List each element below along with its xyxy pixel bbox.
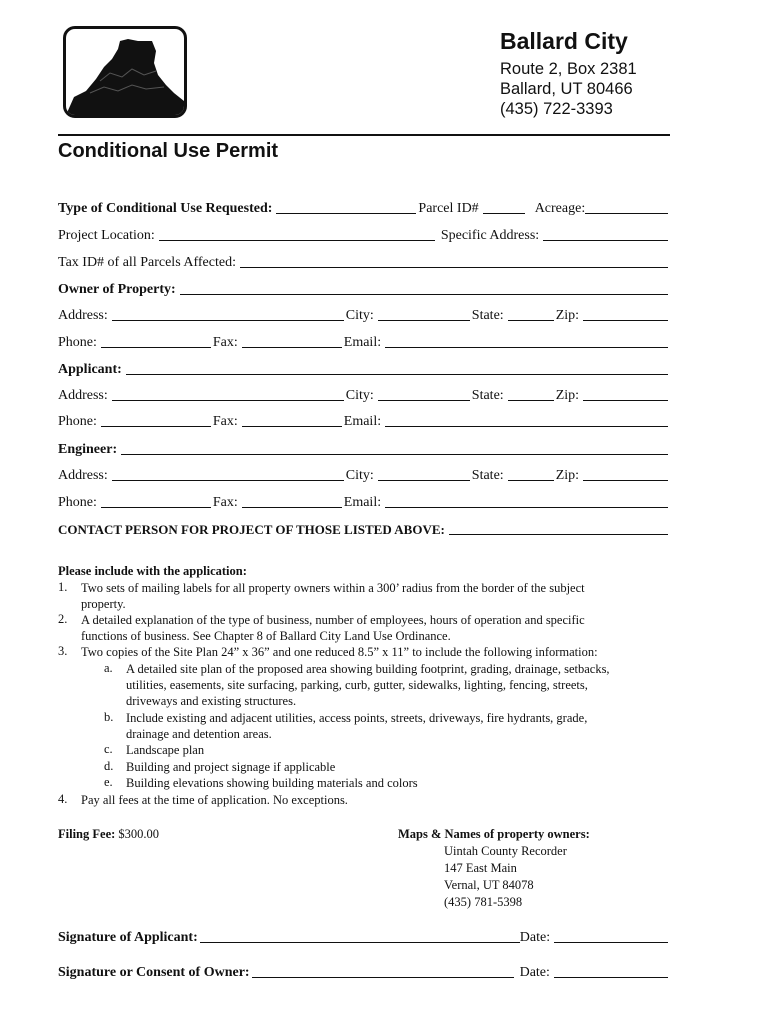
item-number: 3. [58,644,68,658]
acreage-field[interactable] [585,199,668,214]
acreage-label: Acreage: [534,201,586,216]
email-label: Email: [343,335,382,350]
address-label: Address: [58,468,108,483]
item-number: 2. [58,612,68,626]
fax-label: Fax: [212,495,238,510]
engineer-city-field[interactable] [378,466,470,481]
state-label: State: [471,388,504,403]
date-label: Date: [519,930,551,945]
owner-email-field[interactable] [385,333,668,348]
applicant-fax-field[interactable] [242,412,342,427]
engineer-address-field[interactable] [112,466,344,481]
city-name: Ballard City [500,28,628,54]
applicant-field[interactable] [126,360,668,375]
state-label: State: [471,308,504,323]
zip-label: Zip: [555,308,580,323]
owner-fax-field[interactable] [242,333,342,348]
row-applicant [58,360,670,378]
row-type-parcel [58,199,670,217]
contact-label: CONTACT PERSON FOR PROJECT OF THOSE LISTED ABOVE: [58,522,445,537]
owner-signature-label: Signature or Consent of Owner: [58,965,250,980]
applicant-city-field[interactable] [378,386,470,401]
applicant-label: Applicant: [58,362,122,377]
date-label: Date: [519,965,550,980]
subitem-letter: b. [104,710,114,724]
item-number: 4. [58,792,68,806]
location-field[interactable] [159,226,435,241]
subitem-d: Building and project signage if applicable [126,760,336,774]
filing-fee-label: Filing Fee: [58,827,116,841]
owner-state-field[interactable] [508,306,554,321]
row-applicant-address [58,386,670,404]
owner-address-field[interactable] [112,306,344,321]
row-applicant-signature [58,928,670,946]
engineer-phone-field[interactable] [101,493,211,508]
fax-label: Fax: [212,414,238,429]
parcel-field[interactable] [483,199,525,214]
engineer-field[interactable] [121,440,668,455]
subitem-letter: e. [104,775,113,789]
taxid-field[interactable] [240,253,668,268]
contact-field[interactable] [449,520,668,535]
row-owner [58,280,670,298]
row-contact [58,520,670,538]
instruction-item-3: Two copies of the Site Plan 24” x 36” and one reduced 8.5” x 11” to include the following information: [81,645,598,659]
city-label: City: [345,388,374,403]
email-label: Email: [343,495,382,510]
address-label: Address: [58,388,108,403]
owner-zip-field[interactable] [583,306,668,321]
owner-signature-field[interactable] [252,963,514,978]
address-line-2: Ballard, UT 80466 [500,80,633,98]
subitem-b-line-1: Include existing and adjacent utilities, access points, streets, driveways, fire hydrants, grade, [126,711,588,725]
specific-address-field[interactable] [543,226,668,241]
zip-label: Zip: [555,468,580,483]
row-location [58,226,670,244]
instructions-heading: Please include with the application: [58,564,247,578]
engineer-email-field[interactable] [385,493,668,508]
applicant-signature-label: Signature of Applicant: [58,930,198,945]
city-logo [63,26,187,118]
phone-label: Phone: [58,335,97,350]
instruction-item-4: Pay all fees at the time of application. No exceptions. [81,793,348,807]
phone-label: Phone: [58,414,97,429]
parcel-label: Parcel ID# [418,201,479,216]
row-engineer [58,440,670,458]
phone-label: Phone: [58,495,97,510]
instruction-item-2: A detailed explanation of the type of business, number of employees, hours of operation and specific [81,613,585,627]
subitem-letter: c. [104,742,113,756]
applicant-signature-field[interactable] [200,928,520,943]
address-label: Address: [58,308,108,323]
subitem-b-line-2: drainage and detention areas. [126,727,272,741]
subitem-a-line-1: A detailed site plan of the proposed area showing building footprint, grading, drainage, setbacks, [126,662,610,676]
engineer-state-field[interactable] [508,466,554,481]
row-owner-phone [58,333,670,351]
page-title: Conditional Use Permit [58,140,279,162]
applicant-phone-field[interactable] [101,412,211,427]
applicant-email-field[interactable] [385,412,668,427]
header-divider [58,134,670,136]
email-label: Email: [343,414,382,429]
engineer-fax-field[interactable] [242,493,342,508]
row-engineer-phone [58,493,670,511]
row-owner-signature [58,963,670,981]
city-label: City: [345,308,374,323]
item-number: 1. [58,580,68,594]
subitem-a-line-2: utilities, easements, site surfacing, parking, curb, gutter, sidewalks, lighting, fencing, streets, [126,678,588,692]
row-taxid [58,253,670,271]
type-label: Type of Conditional Use Requested: [58,201,273,216]
maps-heading: Maps & Names of property owners: [398,827,590,841]
subitem-letter: a. [104,661,113,675]
subitem-a-line-3: driveways and existing structures. [126,694,297,708]
fax-label: Fax: [212,335,238,350]
instruction-item-1: Two sets of mailing labels for all property owners within a 300’ radius from the border of the subject [81,581,585,595]
instruction-item-2-cont: functions of business. See Chapter 8 of Ballard City Land Use Ordinance. [81,629,451,643]
engineer-zip-field[interactable] [583,466,668,481]
owner-city-field[interactable] [378,306,470,321]
location-label: Project Location: [58,228,155,243]
filing-fee [58,826,159,842]
subitem-letter: d. [104,759,114,773]
owner-label: Owner of Property: [58,282,176,297]
recorder-phone: (435) 781-5398 [444,895,523,909]
zip-label: Zip: [555,388,580,403]
state-label: State: [471,468,504,483]
applicant-zip-field[interactable] [583,386,668,401]
mountain-logo-icon [66,29,184,115]
row-owner-address [58,306,670,324]
owner-field[interactable] [180,280,668,295]
taxid-label: Tax ID# of all Parcels Affected: [58,255,236,270]
header-phone: (435) 722-3393 [500,100,613,118]
row-applicant-phone [58,412,670,430]
specific-address-label: Specific Address: [440,228,540,243]
subitem-e: Building elevations showing building materials and colors [126,776,418,790]
instruction-item-1-cont: property. [81,597,126,611]
city-label: City: [345,468,374,483]
owner-phone-field[interactable] [101,333,211,348]
filing-fee-value: $300.00 [118,827,160,841]
applicant-address-field[interactable] [112,386,344,401]
applicant-state-field[interactable] [508,386,554,401]
owner-date-field[interactable] [554,963,668,978]
recorder-name: Uintah County Recorder [444,844,567,858]
address-line-1: Route 2, Box 2381 [500,60,637,78]
subitem-c: Landscape plan [126,743,205,757]
recorder-street: 147 East Main [444,861,517,875]
recorder-city: Vernal, UT 84078 [444,878,534,892]
engineer-label: Engineer: [58,442,118,457]
row-engineer-address [58,466,670,484]
type-field[interactable] [276,199,416,214]
applicant-date-field[interactable] [554,928,668,943]
